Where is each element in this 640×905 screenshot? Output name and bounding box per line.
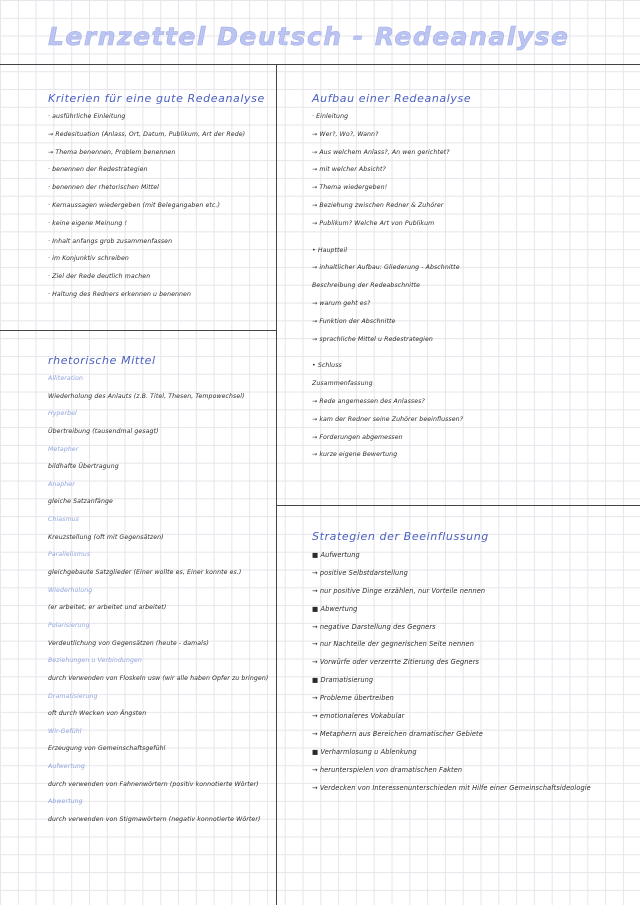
list-item: · im Konjunktiv schreiben: [48, 255, 129, 263]
term-description: durch verwenden von Fahnenwörtern (positiv konnotierte Wörter): [48, 780, 259, 788]
rhetorik-section: [48, 354, 268, 834]
aufbau-heading: Aufbau einer Redeanalyse: [312, 92, 472, 105]
list-item: · Kernaussagen wiedergeben (mit Belegangaben etc.): [48, 201, 220, 209]
list-item: → Forderungen abgemessen: [312, 433, 403, 441]
term-label: Beziehungen u Verbindungen: [48, 657, 142, 665]
left-section-divider: [0, 330, 277, 331]
list-item: → Thema benennen, Problem benennen: [48, 148, 176, 156]
list-item: · Einleitung: [312, 113, 349, 120]
aufbau-schluss: [312, 362, 471, 459]
list-item: → Beziehung zwischen Redner & Zuhörer: [312, 201, 444, 209]
term-description: gleichgebaute Satzglieder (Einer wollte es, Einer konnte es.): [48, 569, 242, 577]
list-item: · benennen der Redestrategien: [48, 166, 148, 174]
list-item: → kurze eigene Bewertung: [312, 451, 398, 459]
term-label: Anapher: [48, 480, 75, 488]
list-item: Beschreibung der Redeabschnitte: [312, 282, 421, 290]
top-rule: [0, 64, 640, 65]
term-label: Chiasmus: [48, 516, 79, 524]
list-item: ■ Aufwertung: [312, 551, 360, 559]
list-item: • Schluss: [312, 362, 342, 370]
list-item: → Funktion der Abschnitte: [312, 317, 396, 325]
list-item: → mit welcher Absicht?: [312, 166, 386, 174]
term-label: Dramatisierung: [48, 692, 98, 700]
term-description: durch Verwenden von Floskeln usw (wir alle haben Opfer zu bringen): [48, 674, 269, 682]
kriterien-heading: Kriterien für eine gute Redeanalyse: [48, 92, 265, 105]
term-description: Erzeugung von Gemeinschaftsgefühl: [48, 745, 166, 753]
list-item: ■ Verharmlosung u Ablenkung: [312, 747, 417, 756]
term-label: Polarisierung: [48, 621, 90, 629]
aufbau-section: [312, 92, 471, 469]
list-item: · ausführliche Einleitung: [48, 113, 126, 120]
list-item: → Thema wiedergeben!: [312, 184, 388, 192]
term-label: Parallelismus: [48, 551, 91, 559]
rhetorik-heading: rhetorische Mittel: [48, 354, 156, 367]
spacer: [312, 238, 471, 247]
term-label: Alliteration: [48, 375, 84, 382]
list-item: · Inhalt anfangs grob zusammenfassen: [48, 237, 173, 245]
list-item: · Haltung des Redners erkennen u benennen: [48, 290, 191, 298]
list-item: ■ Dramatisierung: [312, 676, 374, 685]
list-item: → Wer?, Wo?, Wann?: [312, 130, 379, 138]
list-item: Zusammenfassung: [312, 380, 373, 388]
strategien-section: [312, 530, 591, 801]
list-item: • Hauptteil: [312, 246, 348, 254]
list-item: → herunterspielen von dramatischen Fakten: [312, 765, 463, 774]
list-item: → Metaphern aus Bereichen dramatischer Gebiete: [312, 729, 483, 738]
list-item: → negative Darstellung des Gegners: [312, 622, 436, 631]
term-label: Hyperbel: [48, 410, 77, 418]
term-label: Wiederholung: [48, 586, 93, 594]
term-description: Kreuzstellung (oft mit Gegensätzen): [48, 533, 164, 541]
list-item: → emotionaleres Vokabular: [312, 712, 405, 721]
list-item: → inhaltlicher Aufbau: Gliederung - Abschnitte: [312, 264, 460, 272]
list-item: → positive Selbstdarstellung: [312, 568, 408, 577]
list-item: · keine eigene Meinung !: [48, 219, 128, 227]
center-divider: [276, 64, 277, 905]
list-item: → Aus welchem Anlass?, An wen gerichtet?: [312, 148, 450, 156]
list-item: → nur positive Dinge erzählen, nur Vorteile nennen: [312, 586, 486, 595]
list-item: → Vorwürfe oder verzerrte Zitierung des Gegners: [312, 658, 480, 667]
list-item: → sprachliche Mittel u Redestrategien: [312, 335, 433, 343]
term-description: oft durch Wecken von Ängsten: [48, 710, 147, 718]
list-item: → warum geht es?: [312, 299, 371, 307]
list-item: → Redesituation (Anlass, Ort, Datum, Publikum, Art der Rede): [48, 130, 246, 138]
spacer: [312, 353, 471, 362]
strategien-heading: Strategien der Beeinflussung: [312, 530, 489, 543]
rhetorik-list: [48, 375, 268, 824]
term-description: Verdeutlichung von Gegensätzen (heute - damals): [48, 639, 209, 647]
list-item: → nur Nachteile der gegnerischen Seite nennen: [312, 640, 474, 649]
list-item: · Ziel der Rede deutlich machen: [48, 273, 151, 281]
list-item: → Rede angemessen des Anlasses?: [312, 397, 425, 405]
term-description: Übertreibung (tausendmal gesagt): [48, 427, 159, 435]
aufbau-einleitung: [312, 113, 471, 228]
term-label: Wir-Gefühl: [48, 727, 82, 735]
strategien-list: [312, 551, 591, 792]
term-description: bildhafte Übertragung: [48, 463, 119, 471]
right-section-divider: [276, 505, 640, 506]
term-description: gleiche Satzanfänge: [48, 498, 113, 506]
list-item: → kam der Redner seine Zuhörer beeinflussen?: [312, 415, 464, 423]
list-item: · benennen der rhetorischen Mittel: [48, 184, 160, 192]
term-label: Metapher: [48, 445, 79, 453]
aufbau-hauptteil: [312, 247, 471, 344]
term-description: (er arbeitet, er arbeitet und arbeitet): [48, 604, 167, 612]
page-title: Lernzettel Deutsch - Redeanalyse: [48, 22, 570, 51]
term-label: Abwertung: [48, 798, 83, 806]
kriterien-list: [48, 113, 265, 299]
list-item: ■ Abwertung: [312, 604, 358, 613]
term-description: Wiederholung des Anlauts (z.B. Titel, Thesen, Tempowechsel): [48, 392, 245, 400]
term-description: durch verwenden von Stigmawörtern (negativ konnotierte Wörter): [48, 816, 261, 824]
list-item: → Publikum? Welche Art von Publikum: [312, 219, 435, 227]
list-item: → Probleme übertreiben: [312, 694, 394, 703]
list-item: → Verdecken von Interessenunterschieden mit Hilfe einer Gemeinschaftsideologie: [312, 783, 591, 792]
term-label: Aufwertung: [48, 763, 85, 771]
kriterien-section: [48, 92, 265, 309]
